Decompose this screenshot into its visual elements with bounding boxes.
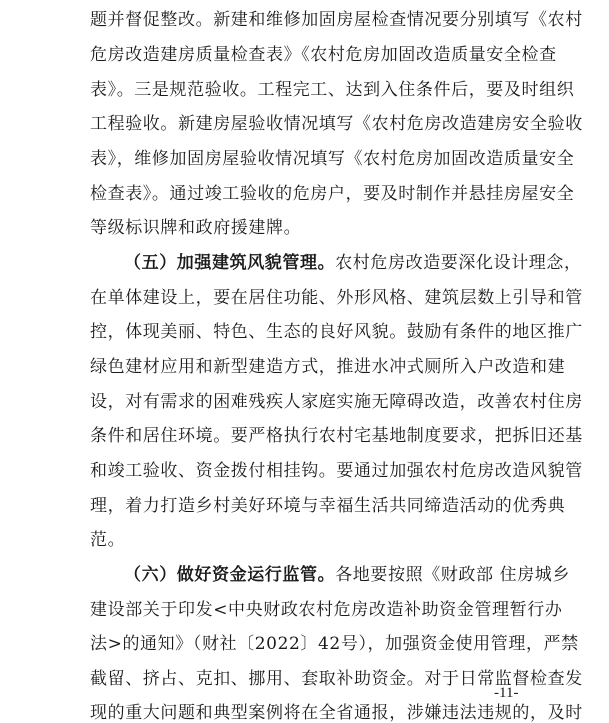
text-line: 等级标识牌和政府援建牌。 xyxy=(90,218,302,238)
text-line: 条件和居住环境。要严格执行农村宅基地制度要求，把拆旧还基 xyxy=(90,426,583,446)
text-line: 危房改造建房质量检查表》《农村危房加固改造质量安全检查 xyxy=(90,45,557,65)
text-line: 截留、挤占、克扣、挪用、套取补助资金。对于日常监督检查发 xyxy=(90,669,583,689)
text-line: 表》，维修加固房屋验收情况填写《农村危房加固改造质量安全 xyxy=(90,149,575,169)
text-line: 表》。三是规范验收。工程完工、达到入住条件后，要及时组织 xyxy=(90,80,575,100)
text-line: 绿色建材应用和新型建造方式，推进水冲式厕所入户改造和建 xyxy=(90,357,566,377)
section-6-first-line xyxy=(124,565,570,585)
text-line: 法>的通知》（财社〔2022〕42号），加强资金使用管理，严禁 xyxy=(90,634,579,654)
text-line: 设，对有需求的困难残疾人家庭实施无障碍改造，改善农村住房 xyxy=(90,392,583,412)
section-6-first-line-text: 各地要按照《财政部 住房城乡 xyxy=(335,565,571,585)
section-5-first-line-text: 农村危房改造要深化设计理念， xyxy=(335,253,582,273)
text-line: 理，着力打造乡村美好环境与幸福生活共同缔造活动的优秀典 xyxy=(90,496,566,516)
page-number: -11- xyxy=(494,685,519,701)
text-line: 建设部关于印发<中央财政农村危房改造补助资金管理暂行办 xyxy=(90,600,563,620)
text-line: 控，体现美丽、特色、生态的良好风貌。鼓励有条件的地区推广 xyxy=(90,322,583,342)
text-line: 和竣工验收、资金拨付相挂钩。要通过加强农村危房改造风貌管 xyxy=(90,461,583,481)
section-5-heading: （五）加强建筑风貌管理。 xyxy=(124,253,336,273)
section-5-first-line xyxy=(124,253,582,273)
text-line: 工程验收。新建房屋验收情况填写《农村危房改造建房安全验收 xyxy=(90,114,583,134)
text-line: 在单体建设上，要在居住功能、外形风格、建筑层数上引导和管 xyxy=(90,288,583,308)
text-line: 题并督促整改。新建和维修加固房屋检查情况要分别填写《农村 xyxy=(90,10,583,30)
text-line: 检查表》。通过竣工验收的危房户，要及时制作并悬挂房屋安全 xyxy=(90,184,575,204)
section-6-heading: （六）做好资金运行监管。 xyxy=(124,565,336,585)
text-line: 范。 xyxy=(90,530,126,550)
text-line: 现的重大问题和典型案例将在全省通报，涉嫌违法违规的，及时 xyxy=(90,703,583,723)
